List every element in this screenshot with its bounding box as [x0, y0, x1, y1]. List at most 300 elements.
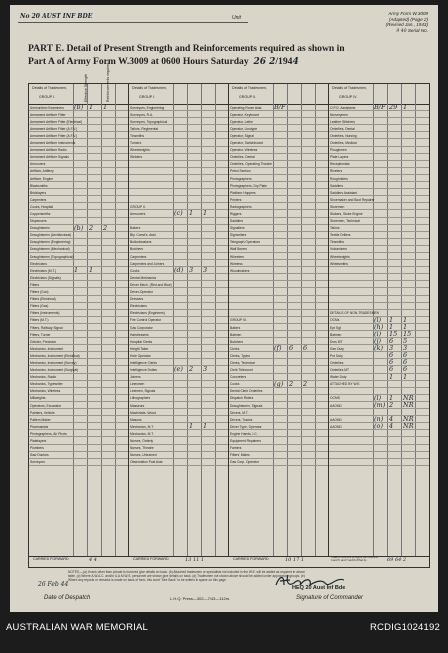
form-notes: NOTES.—(a) If rank other than private is involved give details on back. (b) Attached tradesmen or specialists not included in the W.E. will be added as required in above table. (c) Where A.W.A.C. and/or A.A.M.W.S. personnel are shown give details on back. (d) Tradesmen not shown above should be added under appropriate groups. (e) Where any reports or remarks is made on back of form, this word "See Back" to be written in space on this page. [68, 570, 305, 583]
table-row [329, 374, 429, 381]
carried-forward-row [28, 555, 430, 568]
row-label: Fitters (M.T.) [30, 318, 49, 323]
table-row [329, 281, 429, 288]
table-row [129, 374, 228, 381]
row-label: Hairdressers [130, 332, 149, 337]
row-label: Carpenters [130, 254, 147, 259]
title-line-2 [28, 56, 428, 69]
table-row [129, 196, 228, 203]
row-value-b: 1 [189, 209, 194, 218]
row-label: Petrol Section [230, 169, 251, 174]
row-label: Mechanics, M.T. [130, 424, 154, 429]
table-row [29, 274, 128, 281]
table-row [329, 168, 429, 175]
row-label: Coppersmiths [30, 212, 51, 216]
table-row [29, 246, 128, 253]
row-value-b: 15 [389, 330, 398, 338]
table-row [29, 182, 128, 189]
row-value-b: 29 [389, 103, 398, 111]
table-row [229, 303, 328, 310]
despatch-date: 26 Feb 44 [38, 581, 69, 588]
reinf-header: Reinforcements required [106, 62, 110, 102]
row-label: Driver-Operator [130, 290, 153, 295]
signature-label: Signature of Commander [296, 595, 364, 601]
row-label: Storemen, Technical [330, 219, 360, 224]
table-row [329, 232, 429, 239]
row-label: Draughtsmen (Mechanical) [30, 247, 70, 252]
table-row [29, 168, 128, 175]
row-label: ATTACHED BY W.E. [330, 382, 361, 387]
table-row [29, 324, 128, 331]
row-value-c: 6 [403, 351, 408, 360]
table-row [129, 210, 228, 217]
row-value-c: 3 [203, 365, 208, 374]
table-row [129, 317, 228, 324]
row-label: Clerk Telecount [230, 368, 253, 373]
table-row [329, 274, 429, 281]
row-value-c: NR [403, 393, 414, 402]
row-value-c: 1 [403, 103, 408, 111]
table-row [129, 281, 228, 288]
press-imprint: L.H.Q. Press—302—7/43—112m. [170, 596, 231, 601]
table-row [129, 288, 228, 295]
row-value-b: 2 [89, 223, 94, 232]
serial-label: Serial No. [407, 28, 428, 34]
table-row [29, 437, 128, 444]
table-row [129, 303, 228, 310]
table-row [29, 345, 128, 352]
carried-forward-label: CARRIED FORWARD [33, 557, 69, 561]
table-row [329, 154, 429, 161]
row-label: Clerks, Typist [230, 353, 250, 358]
form-line: (Revised Jan., 1943) [385, 22, 428, 28]
row-value-c: 6 [403, 358, 408, 367]
table-row [329, 437, 429, 444]
row-label: AAOND [330, 403, 342, 408]
title-date: 26 2 [253, 56, 276, 67]
totals-label: Totals of columns (to agree with columns 4 and 5, and 7 and 8 of Part A) [331, 556, 378, 562]
row-label: Fitters, Turner [30, 332, 51, 337]
effective-header: Effective Strength [84, 73, 88, 102]
table-row [229, 218, 328, 225]
table-row [129, 267, 228, 274]
row-label: Draughtsmen (Architectural) [30, 233, 72, 238]
row-value-b: 6 [389, 358, 394, 367]
row-label: Operator, Keyboard [230, 112, 259, 117]
row-label: Electricians (Signals) [30, 275, 61, 280]
row-label: Bricklayers [30, 190, 47, 195]
row-label: Armament Artificer Instruments [30, 141, 76, 146]
row-label: Artificer, Engine [30, 176, 54, 181]
row-label: Linesmen [130, 382, 145, 387]
row-label: Operator, Wireless [230, 148, 258, 153]
row-label: Batmen [330, 332, 342, 337]
title-year-hand: 4 [292, 56, 299, 67]
table-row [229, 168, 328, 175]
row-value-c: NR [403, 422, 414, 431]
table-row [329, 246, 429, 253]
form-sheet [10, 5, 438, 612]
unit-underline [18, 22, 248, 23]
row-label: Fire Control Operator [130, 318, 162, 323]
table-row [129, 118, 228, 125]
row-label: Clerks [230, 346, 240, 351]
table-row [129, 125, 228, 132]
row-label: Clerks, Technical [230, 360, 255, 365]
row-label: GROUP II. [130, 204, 146, 209]
tradesmen-header: Details of Tradesmen, [332, 86, 367, 90]
table-row [329, 189, 429, 196]
row-value-a: 1 [74, 266, 79, 275]
table-row [329, 125, 429, 132]
row-label: Joiners [130, 375, 141, 380]
table-row [229, 317, 328, 324]
table-block-2 [129, 84, 229, 556]
table-row [329, 359, 429, 366]
row-label: Operator, Lathe [230, 119, 253, 124]
row-value-a: (h) [374, 322, 384, 331]
table-row [229, 430, 328, 437]
row-label: Signallers [230, 226, 245, 231]
table-row [329, 132, 429, 139]
row-label: Electricians (M.T.) [30, 268, 57, 273]
row-label: Gen Duty [330, 346, 344, 351]
row-label: Masons [130, 417, 142, 422]
form-reference [386, 11, 428, 35]
row-value-c: 2 [103, 223, 108, 232]
table-row [229, 239, 328, 246]
row-label: Orderlies [330, 360, 344, 365]
table-row [329, 459, 429, 466]
row-label: Mechanics, Instrument (Survey) [30, 360, 77, 365]
table-row [229, 267, 328, 274]
table-row [329, 118, 429, 125]
row-label: Armament Artificer Fitter (A.F.V.) [30, 133, 78, 138]
row-label: Printers [230, 197, 242, 202]
table-row [29, 359, 128, 366]
archive-footer [0, 612, 448, 653]
archive-id: RCDIG1024192 [370, 622, 440, 633]
form-line: (Adapted) (Page 2) [388, 16, 428, 22]
row-label: Woodmakers [230, 268, 250, 273]
row-label: Turners [130, 141, 142, 146]
group-header: GROUP I. [39, 95, 56, 99]
table-row [129, 445, 228, 452]
table-row [329, 147, 429, 154]
row-label: Draughtsmen [30, 226, 50, 231]
row-label: Platform Hoppers [230, 190, 256, 195]
unit-value: No 20 AUST INF BDE [20, 13, 93, 20]
row-label: Saddlers [230, 219, 244, 224]
table-row [329, 253, 429, 260]
row-value-b: 2 [289, 379, 294, 388]
row-label: DETAILS OF NON-TRADESMEN [330, 311, 380, 316]
row-label: Riveters [330, 169, 343, 174]
table-row [129, 139, 228, 146]
table-row [129, 388, 228, 395]
table-row [229, 381, 328, 388]
block-header [129, 84, 228, 105]
row-label: Hole Operator [130, 353, 151, 358]
table-row [29, 154, 128, 161]
tradesmen-header: Details of Tradesmen, [232, 86, 267, 90]
row-label: Wall Borers [230, 247, 247, 252]
row-label: Butchers [230, 339, 244, 344]
strength-table [28, 62, 430, 557]
table-row [229, 182, 328, 189]
table-row [229, 288, 328, 295]
table-row [329, 381, 429, 388]
row-value-b: 2 [189, 365, 194, 374]
row-value-b: 3 [189, 266, 194, 275]
table-row [329, 430, 429, 437]
table-row [129, 338, 228, 345]
table-row [329, 210, 429, 217]
table-row [329, 423, 429, 430]
row-label: Hospital Clerks [130, 339, 153, 344]
table-row [229, 445, 328, 452]
row-label: Tinsmiths [130, 133, 144, 138]
title-year: /194 [275, 55, 293, 67]
table-row [129, 239, 228, 246]
table-row [229, 104, 328, 111]
table-row [229, 416, 328, 423]
table-row [29, 388, 128, 395]
table-row [29, 267, 128, 274]
table-row [129, 189, 228, 196]
row-value-c: 1 [403, 322, 408, 331]
row-label: Tinsmiths [330, 240, 344, 245]
table-row [329, 352, 429, 359]
table-row [329, 296, 429, 303]
table-row [229, 359, 328, 366]
table-row [29, 402, 128, 409]
row-label: Armament Artificer Signals [30, 155, 69, 160]
table-row [229, 331, 328, 338]
table-row [229, 260, 328, 267]
table-row [129, 366, 228, 373]
row-label: Driver Type, Operator [230, 424, 262, 429]
form-line: Army Form W.3009 [388, 11, 428, 16]
table-row [229, 139, 328, 146]
table-row [229, 459, 328, 466]
table-row [129, 423, 228, 430]
row-label: Fitters [30, 282, 40, 287]
row-value-c: NR [403, 400, 414, 409]
form-title [28, 43, 428, 69]
carried-forward-label: CARRIED FORWARD [233, 557, 269, 561]
table-row [229, 310, 328, 317]
table-row [229, 352, 328, 359]
table-row [229, 232, 328, 239]
title-line-1: PART E. Detail of Present Strength and Reinforcements required as shown in [28, 43, 345, 54]
table-row [329, 345, 429, 352]
row-value-a: (o) [374, 422, 383, 431]
row-label: Electricians [130, 304, 147, 309]
row-label: Dvrs MT [330, 339, 343, 344]
row-label: Stokers, Stoke Engine [330, 212, 363, 216]
table-row [29, 260, 128, 267]
row-label: Photographers, Dry Plate [230, 183, 268, 188]
table-row [129, 246, 228, 253]
table-row [129, 452, 228, 459]
row-label: Orderlies, Nursing [330, 133, 357, 138]
table-row [29, 232, 128, 239]
row-label: Batmen [230, 332, 242, 337]
row-value-b: 6 [389, 337, 394, 346]
row-value-b: 6 [389, 351, 394, 360]
table-row [329, 239, 429, 246]
row-label: Saddlers [330, 183, 344, 188]
table-row [329, 225, 429, 232]
row-value-b: 1 [189, 422, 194, 431]
row-value-a: (k) [374, 344, 384, 353]
table-row [29, 445, 128, 452]
table-row [229, 409, 328, 416]
table-row [29, 139, 128, 146]
row-value-b: 1 [89, 103, 94, 111]
row-label: Whitesmiths [330, 261, 348, 266]
row-label: Fitters' Mates [230, 453, 250, 458]
row-label: Observation Post Asst. [130, 460, 164, 465]
row-value-a: (n) [374, 415, 384, 424]
table-row [229, 189, 328, 196]
row-label: Operator, Linotype [230, 126, 258, 131]
row-label: Mechanics, Instrument [30, 346, 64, 351]
row-label: Gas Corporator [130, 325, 153, 330]
row-label: Cooks, Hospital [30, 204, 54, 209]
row-value-c: 1 [203, 422, 208, 431]
table-row [329, 218, 429, 225]
table-row [129, 147, 228, 154]
table-row [329, 203, 429, 210]
table-row [129, 161, 228, 168]
block-header [329, 84, 429, 105]
title-line-2-text: Part A of Army Form W.3009 at 0600 Hours Saturday [28, 55, 249, 67]
row-label: Mechanics, Radio [30, 375, 57, 380]
table-row [229, 210, 328, 217]
table-row [129, 352, 228, 359]
row-label: Concreters [230, 375, 247, 380]
row-value-c: 1 [203, 209, 208, 218]
row-value-c: 6 [403, 365, 408, 374]
table-row [329, 175, 429, 182]
row-label: Bakers [130, 226, 141, 231]
row-label: Draughtsmen, Signals [230, 403, 263, 408]
block-header [229, 84, 328, 105]
row-label: Fitters (Electrical) [30, 297, 56, 302]
table-row [329, 104, 429, 111]
row-label: Radiographers [230, 204, 252, 209]
table-row [129, 111, 228, 118]
row-label: AAOND [330, 417, 342, 422]
table-row [329, 139, 429, 146]
table-row [229, 161, 328, 168]
table-row [229, 132, 328, 139]
group-header: GROUP IV. [339, 95, 358, 99]
row-label: Plate Layers [330, 155, 349, 160]
row-label: Equipment Repairers [230, 439, 261, 443]
row-label: Wheelers [230, 254, 244, 259]
table-row [229, 274, 328, 281]
row-value-a: (d) [174, 266, 184, 275]
row-label: Engine Hands, I.C. [230, 431, 258, 436]
table-row [129, 409, 228, 416]
row-value-a: (i) [374, 330, 382, 338]
row-value-c: 1 [403, 315, 408, 324]
row-label: Draughtsmen (Topographical) [30, 254, 74, 259]
table-row [229, 395, 328, 402]
table-row [129, 175, 228, 182]
table-row [129, 310, 228, 317]
row-label: Nurserymen [330, 112, 348, 117]
tradesmen-header: Details of Tradesmen, [32, 86, 67, 90]
row-label: Dispensers [30, 219, 47, 224]
row-label: Bakers [230, 325, 241, 330]
table-row [29, 416, 128, 423]
form-line [386, 28, 428, 35]
table-row [229, 437, 328, 444]
table-row [129, 225, 228, 232]
table-row [229, 296, 328, 303]
row-label: Intelligence Clerks [130, 360, 157, 365]
row-label: OCMS [330, 396, 340, 401]
row-label: GROUP III. [230, 318, 247, 323]
row-label: Telegraph Operators [230, 240, 261, 245]
carried-forward-b4: 69 64 2 [387, 557, 407, 563]
table-row [129, 154, 228, 161]
row-label: Wheelwrights [330, 254, 350, 259]
row-label: Driver Mech. (Red and Blue) [130, 282, 172, 287]
table-row [329, 111, 429, 118]
table-row [29, 409, 128, 416]
table-row [129, 459, 228, 466]
table-row [229, 366, 328, 373]
row-label: Orderlies, Medical [330, 141, 357, 146]
row-label: Orderlies MT [330, 368, 350, 373]
table-row [129, 345, 228, 352]
row-label: Electricians (Engineers) [130, 311, 165, 316]
row-label: Armourers [130, 212, 146, 216]
table-row [129, 437, 228, 444]
table-row [129, 324, 228, 331]
row-label: Mechanics, M.T. [130, 431, 154, 436]
table-row [129, 168, 228, 175]
row-value-b: 2 [389, 400, 394, 409]
table-row [29, 310, 128, 317]
table-row [29, 395, 128, 402]
row-label: Painters, Vehicle [30, 410, 55, 415]
row-label: Armourers [30, 162, 46, 167]
row-label: Carpenters [30, 197, 47, 202]
group-header: GROUP II. [239, 95, 257, 99]
carried-forward-b2: 13 11 1 [185, 557, 205, 563]
table-row [29, 239, 128, 246]
table-row [129, 402, 228, 409]
table-row [29, 281, 128, 288]
row-label: Blacksmiths [30, 183, 48, 188]
row-label: Orderlies, Dental [330, 126, 355, 131]
row-value-a: (e) [174, 365, 183, 374]
table-row [29, 118, 128, 125]
table-row [29, 196, 128, 203]
row-label: Shoemaker and Boot Repairer [330, 197, 375, 202]
block-rows [129, 104, 228, 466]
carried-forward-b3: 10 17 1 [285, 557, 305, 563]
table-row [229, 253, 328, 260]
table-row [29, 288, 128, 295]
row-label: Linemen, Signals [130, 389, 156, 394]
